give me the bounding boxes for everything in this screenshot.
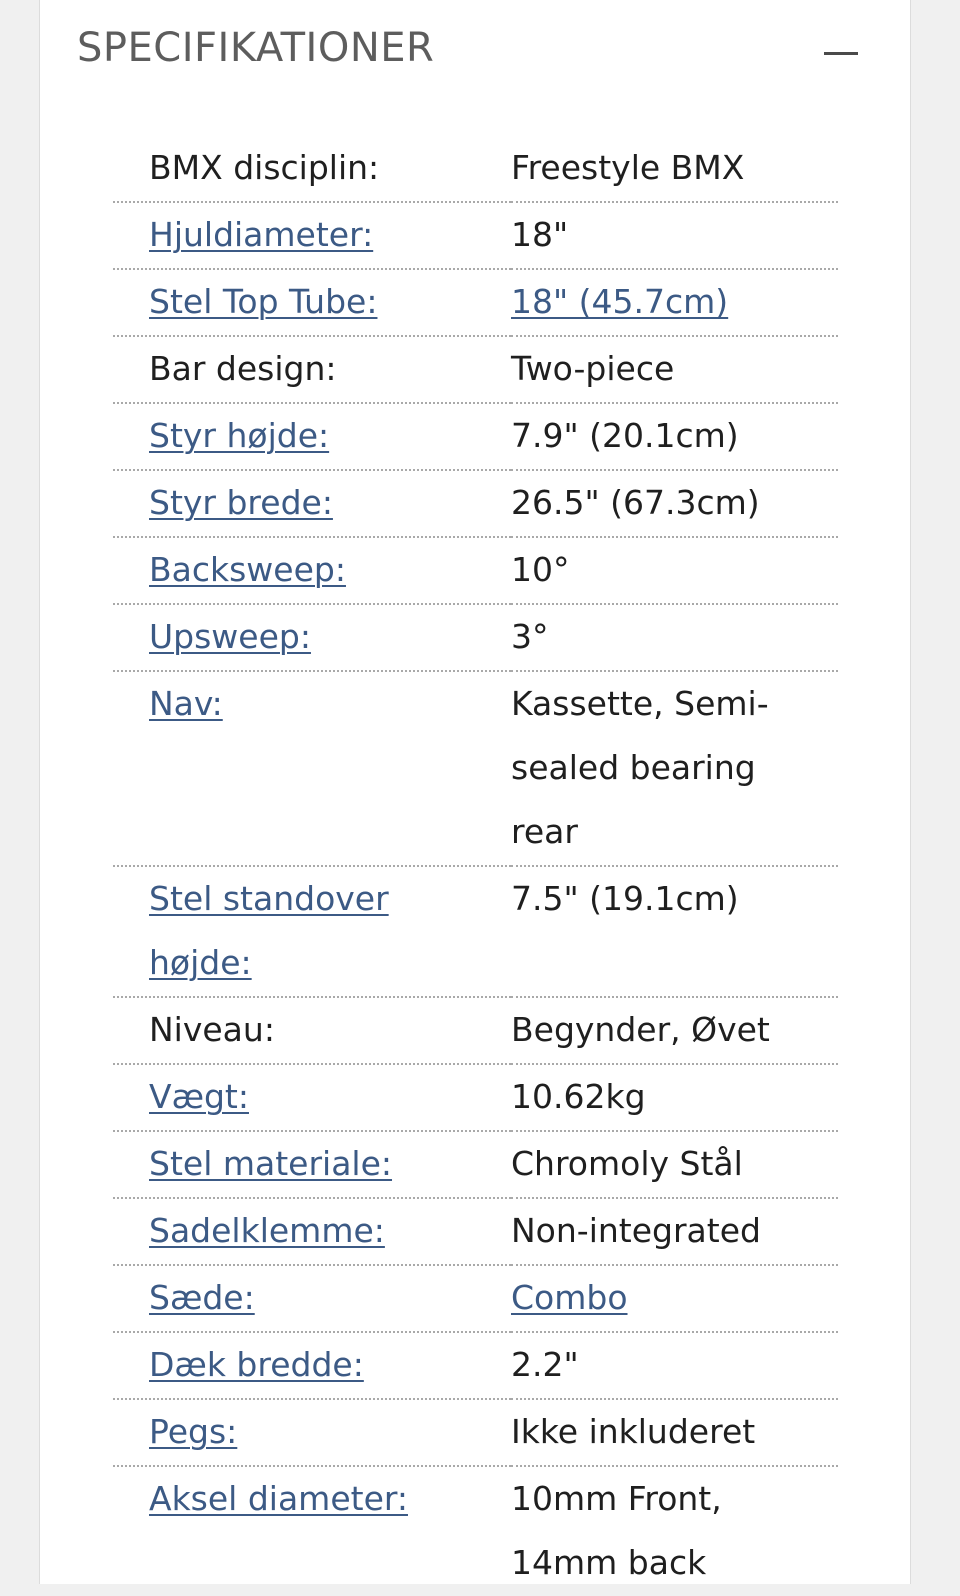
spec-value: 26.5" (67.3cm) [511, 483, 760, 522]
spec-label: Bar design: [149, 349, 337, 388]
spec-label-link[interactable]: Stel materiale: [149, 1144, 393, 1183]
spec-row-bar-design [113, 336, 838, 403]
spec-row-bmx-disciplin [113, 134, 838, 202]
spec-row-nav [113, 671, 838, 866]
spec-label-link[interactable]: Vægt: [149, 1077, 249, 1116]
spec-value: Ikke inkluderet [511, 1412, 756, 1451]
spec-value: Non-integrated [511, 1211, 761, 1250]
spec-label-link[interactable]: Pegs: [149, 1412, 238, 1451]
spec-row-niveau [113, 997, 838, 1064]
spec-row-styr-hojde [113, 403, 838, 470]
spec-label-link[interactable]: Nav: [149, 684, 223, 723]
spec-label-link[interactable]: Styr højde: [149, 416, 330, 455]
spec-value: 2.2" [511, 1345, 579, 1384]
minus-icon-bar [824, 52, 858, 55]
spec-label-link[interactable]: Stel standover højde: [149, 879, 389, 982]
spec-row-styr-brede [113, 470, 838, 537]
spec-label-link[interactable]: Backsweep: [149, 550, 346, 589]
spec-table [113, 134, 838, 1596]
spec-label: Niveau: [149, 1010, 275, 1049]
spec-label-link[interactable]: Hjuldiameter: [149, 215, 374, 254]
spec-label-link[interactable]: Stel Top Tube: [149, 282, 378, 321]
spec-label-link[interactable]: Styr brede: [149, 483, 333, 522]
spec-label-link[interactable]: Sæde: [149, 1278, 255, 1317]
spec-label-link[interactable]: Dæk bredde: [149, 1345, 364, 1384]
spec-value: 10.62kg [511, 1077, 646, 1116]
spec-row-hjuldiameter [113, 202, 838, 269]
specifications-header[interactable] [40, 0, 910, 100]
spec-value: Freestyle BMX [511, 148, 745, 187]
spec-value: 3° [511, 617, 549, 656]
spec-label-link[interactable]: Upsweep: [149, 617, 311, 656]
spec-value-link[interactable]: 18" (45.7cm) [511, 282, 729, 321]
spec-row-vaegt [113, 1064, 838, 1131]
spec-value: Chromoly Stål [511, 1144, 743, 1183]
spec-row-pegs [113, 1399, 838, 1466]
spec-label-link[interactable]: Aksel diameter: [149, 1479, 408, 1518]
spec-value: Kassette, Semi-sealed bearing rear [511, 684, 769, 851]
spec-row-backsweep [113, 537, 838, 604]
spec-row-stel-materiale [113, 1131, 838, 1198]
spec-value: Two-piece [511, 349, 675, 388]
spec-row-sadelklemme [113, 1198, 838, 1265]
spec-value: 7.9" (20.1cm) [511, 416, 739, 455]
minus-icon[interactable] [824, 42, 860, 66]
spec-value: 10° [511, 550, 570, 589]
spec-value: Begynder, Øvet [511, 1010, 770, 1049]
spec-row-saede [113, 1265, 838, 1332]
spec-row-aksel-diameter [113, 1466, 838, 1596]
spec-row-stel-standover-hojde [113, 866, 838, 997]
spec-value: 18" [511, 215, 569, 254]
specifications-panel [39, 0, 911, 1584]
section-title: SPECIFIKATIONER [77, 25, 435, 71]
spec-value-link[interactable]: Combo [511, 1278, 628, 1317]
spec-label: BMX disciplin: [149, 148, 380, 187]
spec-label-link[interactable]: Sadelklemme: [149, 1211, 385, 1250]
spec-row-upsweep [113, 604, 838, 671]
spec-value: 7.5" (19.1cm) [511, 879, 739, 918]
spec-row-stel-top-tube [113, 269, 838, 336]
spec-row-daek-bredde [113, 1332, 838, 1399]
spec-value: 10mm Front, 14mm back [511, 1479, 722, 1582]
